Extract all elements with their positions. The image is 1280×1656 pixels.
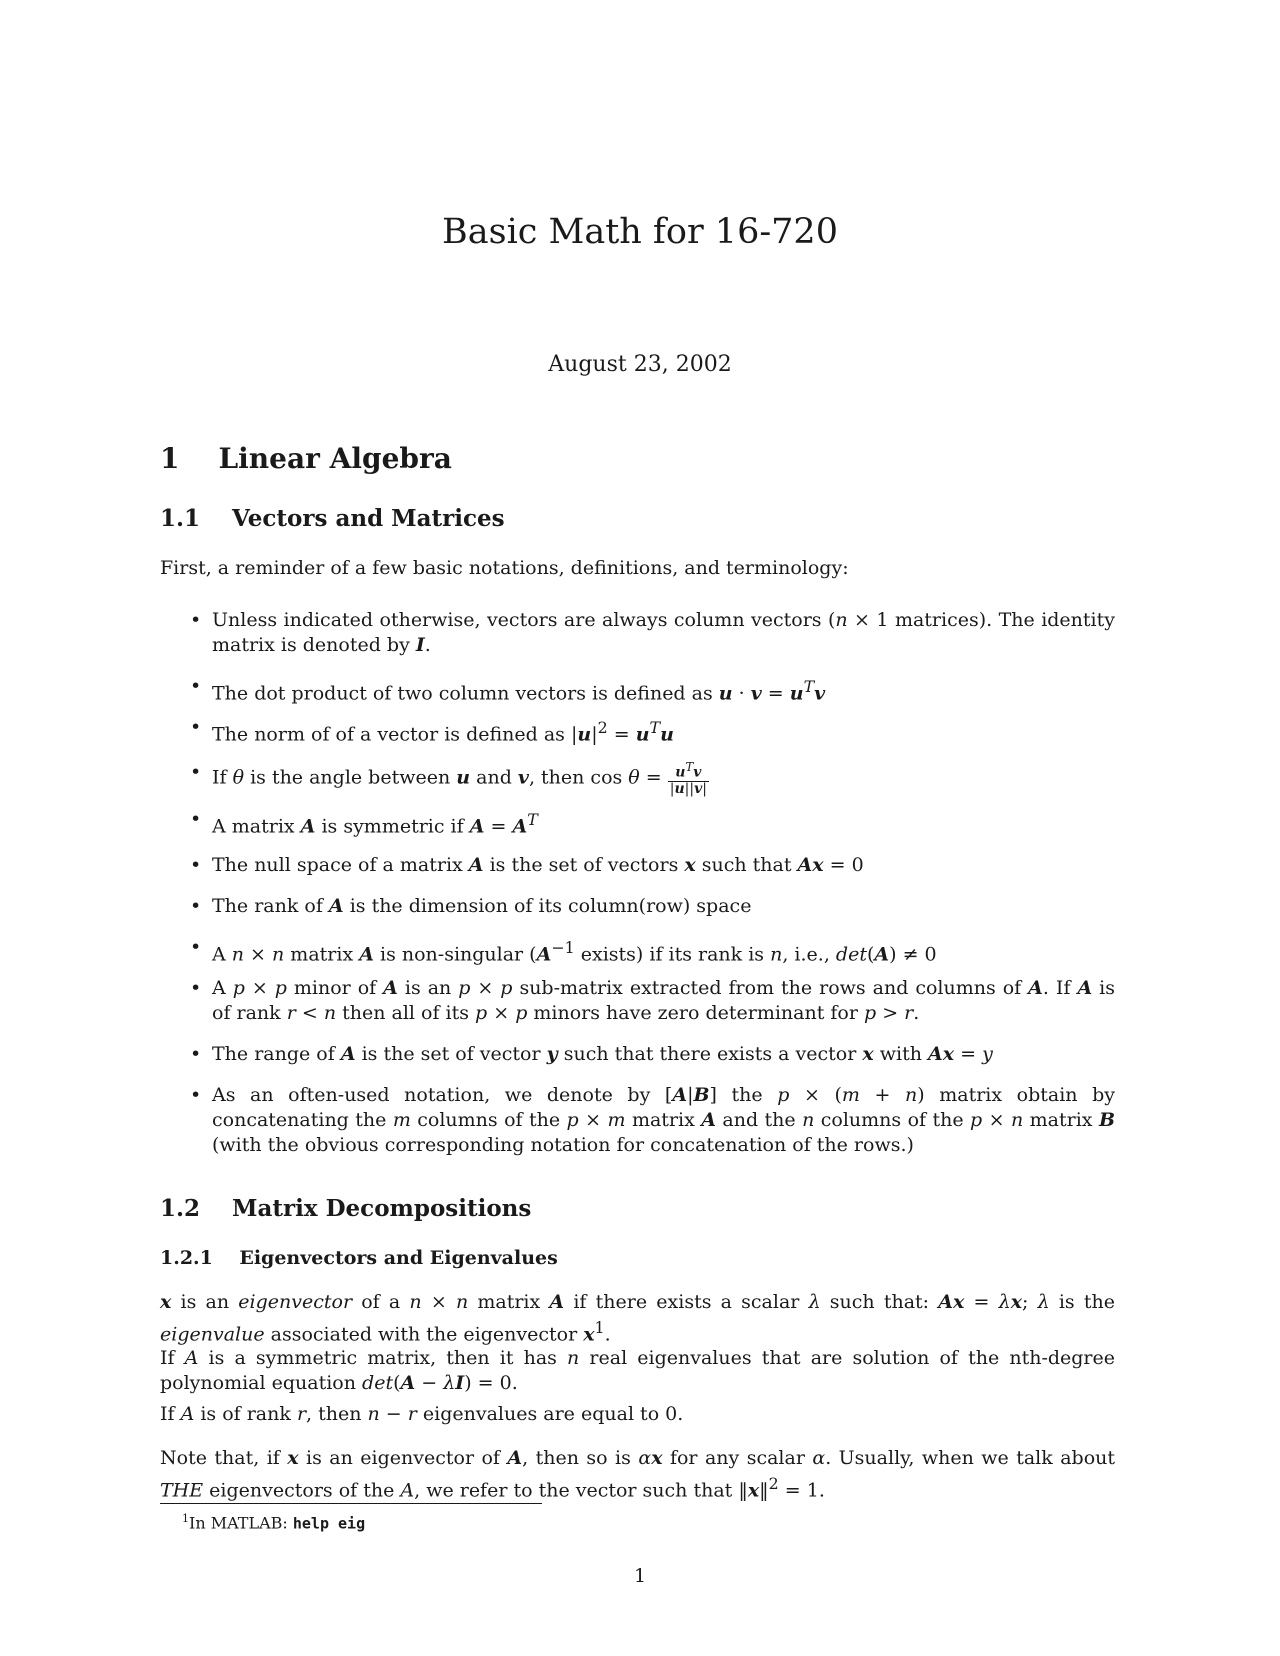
footnote-divider <box>160 1503 542 1504</box>
subsection-heading-vectors-matrices <box>160 505 505 532</box>
symmetric-eigenvalue-paragraph: If A is a symmetric matrix, then it has n real eigenvalues that are solution of the nth-degree polynomial equation det(A − λI) = 0. <box>160 1347 1115 1394</box>
footnote-text: In MATLAB: <box>189 1513 293 1533</box>
rank-eigenvalue-paragraph: If A is of rank r, then n − r eigenvalues are equal to 0. <box>160 1403 684 1425</box>
subsection-number: 1.2 <box>160 1195 201 1222</box>
footnote-mark: 1 <box>182 1512 189 1525</box>
subsubsection-heading-eigen <box>160 1247 558 1269</box>
list-item: • The dot product of two column vectors is defined as $u \cdot v = u^Tv$ <box>190 675 826 705</box>
list-item: • The rank of A is the dimension of its column(row) space <box>190 895 752 917</box>
list-item: • The range of A is the set of vector y such that there exists a vector x with Ax = y <box>190 1043 993 1065</box>
subsubsection-title: Eigenvectors and Eigenvalues <box>239 1247 558 1269</box>
footnote-code: help eig <box>292 1514 366 1533</box>
footnote <box>182 1512 365 1532</box>
eigenvector-scaling-paragraph: Note that, if x is an eigenvector of A, then so is αx for any scalar α. Usually, when we talk about THE eigenvectors of the A, we refer to the vector such that ‖x‖$^2$ = 1. <box>160 1447 1116 1502</box>
list-item: • The norm of of a vector is defined as $|u|^2 = u^Tu$ <box>190 716 674 746</box>
section-heading-linear-algebra <box>160 442 452 475</box>
list-item: • If θ is the angle between u and v, then cos θ = $\frac{u^Tv}{|u||v|}$ <box>190 760 707 797</box>
list-item: • The null space of a matrix A is the set of vectors x such that Ax = 0 <box>190 854 864 876</box>
subsection-number: 1.1 <box>160 505 201 532</box>
subsection-title: Matrix Decompositions <box>232 1195 532 1222</box>
bullet-icon: • <box>190 609 202 631</box>
subsection-title: Vectors and Matrices <box>232 505 505 532</box>
bullet-icon: • <box>190 1043 202 1065</box>
intro-paragraph: First, a reminder of a few basic notations, definitions, and terminology: <box>160 557 849 579</box>
list-item: • A p × p minor of A is an p × p sub-matrix extracted from the rows and columns of A. If A is of rank r < n then all of its p × p minors have zero determinant for p > r. <box>190 977 1116 1024</box>
list-item: • A matrix A is symmetric if $A = A^T$ <box>190 808 538 838</box>
bullet-icon: • <box>190 977 202 999</box>
list-item: • A n × n matrix A is non-singular ($A^{-1}$ exists) if its rank is n, i.e., det(A) ≠ 0 <box>190 936 937 966</box>
bullet-icon: • <box>190 854 202 876</box>
bullet-icon: • <box>190 808 202 830</box>
eigenvector-definition-paragraph: x is an eigenvector of a n × n matrix A if there exists a scalar λ such that: Ax = λx; λ is the eigenvalue associated with the eigenvector $x^1$. <box>160 1291 1115 1346</box>
bullet-icon: • <box>190 895 202 917</box>
subsubsection-number: 1.2.1 <box>160 1247 213 1269</box>
list-item: • Unless indicated otherwise, vectors are always column vectors (n × 1 matrices). The identity matrix is denoted by I. <box>190 609 1115 656</box>
subsection-heading-matrix-decompositions <box>160 1195 531 1222</box>
section-number: 1 <box>160 442 180 475</box>
bullet-icon: • <box>190 761 202 783</box>
cosine-fraction: $\frac{u^Tv}{|u||v|}$ <box>669 760 707 797</box>
list-item: • As an often-used notation, we denote by [A|B] the p × (m + n) matrix obtain by concatenating the m columns of the p × m matrix A and the n columns of the p × n matrix B (with the obvious corresponding notation for concatenation of the rows.) <box>190 1084 1115 1156</box>
bullet-icon: • <box>190 1084 202 1106</box>
bullet-icon: • <box>190 675 202 697</box>
bullet-icon: • <box>190 716 202 738</box>
paper-date: August 23, 2002 <box>548 352 732 377</box>
section-title: Linear Algebra <box>218 442 452 475</box>
bullet-icon: • <box>190 936 202 958</box>
page-number: 1 <box>633 1565 647 1587</box>
paper-title: Basic Math for 16-720 <box>442 212 838 252</box>
